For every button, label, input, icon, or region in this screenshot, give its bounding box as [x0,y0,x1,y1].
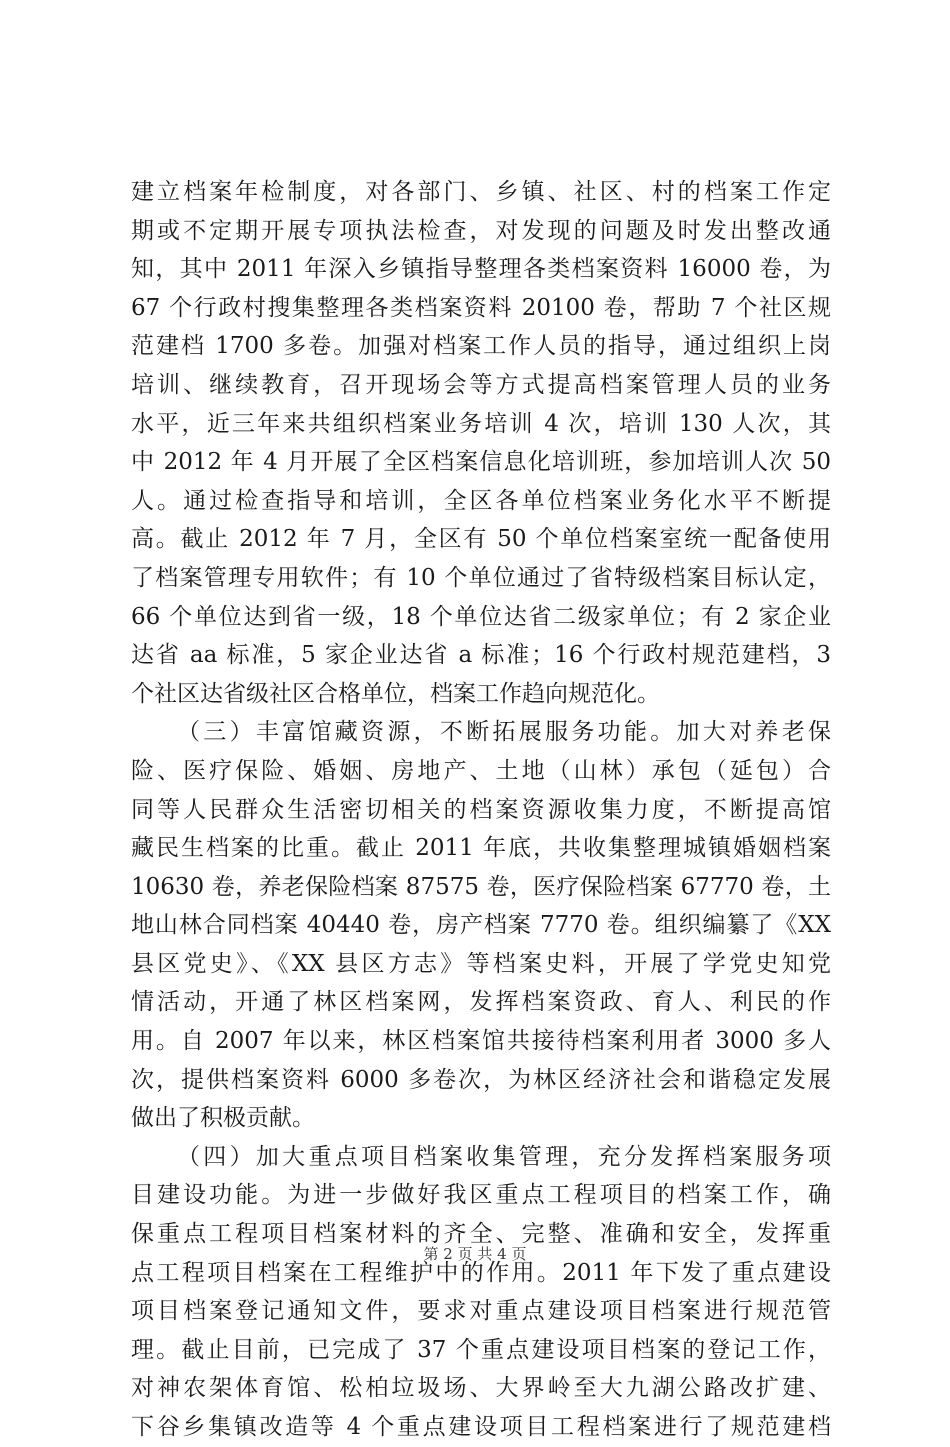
text-line: 同等人民群众生活密切相关的档案资源收集力度，不断提高馆 [131,796,831,823]
text-line: 66 个单位达到省一级，18 个单位达省二级家单位；有 2 家企业 [131,603,831,630]
text-line: 高。截止 2012 年 7 月，全区有 50 个单位档案室统一配备使用 [131,526,831,553]
text-line: 次，提供档案资料 6000 多卷次，为林区经济社会和谐稳定发展 [131,1066,831,1093]
text-line: 个社区达省级社区合格单位，档案工作趋向规范化。 [131,680,660,707]
text-line: 藏民生档案的比重。截止 2011 年底，共收集整理城镇婚姻档案 [131,835,831,862]
text-line: （三）丰富馆藏资源，不断拓展服务功能。加大对养老保 [177,719,831,746]
text-line: 地山林合同档案 40440 卷，房产档案 7770 卷。组织编纂了《XX [131,912,831,939]
text-line: 人。通过检查指导和培训，全区各单位档案业务化水平不断提 [131,487,831,514]
page-footer: 第 2 页 共 4 页 [423,1245,527,1263]
text-line: （四）加大重点项目档案收集管理，充分发挥档案服务项 [177,1143,831,1170]
text-line: 县区党史》、《XX 县区方志》等档案史料，开展了学党史知党 [131,950,831,977]
text-line: 理。截止目前，已完成了 37 个重点建设项目档案的登记工作， [131,1336,831,1363]
text-line: 做出了积极贡献。 [131,1105,315,1132]
text-line: 期或不定期开展专项执法检查，对发现的问题及时发出整改通 [131,217,831,244]
text-line: 下谷乡集镇改造等 4 个重点建设项目工程档案进行了规范建档 [131,1414,831,1440]
text-line: 达省 aa 标准，5 家企业达省 a 标准；16 个行政村规范建档，3 [131,642,831,669]
text-line: 范建档 1700 多卷。加强对档案工作人员的指导，通过组织上岗 [131,333,831,360]
text-line: 建立档案年检制度，对各部门、乡镇、社区、村的档案工作定 [131,179,831,205]
text-line: 中 2012 年 4 月开展了全区档案信息化培训班，参加培训人次 50 [131,449,831,476]
text-line: 目建设功能。为进一步做好我区重点工程项目的档案工作，确 [131,1182,831,1209]
text-line: 项目档案登记通知文件，要求对重点建设项目档案进行规范管 [131,1298,831,1325]
text-line: 了档案管理专用软件；有 10 个单位通过了省特级档案目标认定， [131,564,831,591]
text-line: 培训、继续教育，召开现场会等方式提高档案管理人员的业务 [131,371,831,398]
text-line: 知，其中 2011 年深入乡镇指导整理各类档案资料 16000 卷，为 [131,256,831,283]
text-line: 点工程项目档案在工程维护中的作用。2011 年下发了重点建设 [131,1259,831,1286]
text-line: 用。自 2007 年以来，林区档案馆共接待档案利用者 3000 多人 [131,1028,831,1055]
text-line: 保重点工程项目档案材料的齐全、完整、准确和安全，发挥重 [131,1221,831,1248]
text-line: 10630 卷，养老保险档案 87575 卷，医疗保险档案 67770 卷，土 [131,873,831,900]
text-line: 对神农架体育馆、松柏垃圾场、大界岭至大九湖公路改扩建、 [131,1375,831,1402]
text-line: 67 个行政村搜集整理各类档案资料 20100 卷，帮助 7 个社区规 [131,294,831,321]
text-line: 情活动，开通了林区档案网，发挥档案资政、育人、利民的作 [131,989,831,1016]
text-line: 水平，近三年来共组织档案业务培训 4 次，培训 130 人次，其 [131,410,831,437]
text-line: 险、医疗保险、婚姻、房地产、土地（山林）承包（延包）合 [131,757,831,784]
